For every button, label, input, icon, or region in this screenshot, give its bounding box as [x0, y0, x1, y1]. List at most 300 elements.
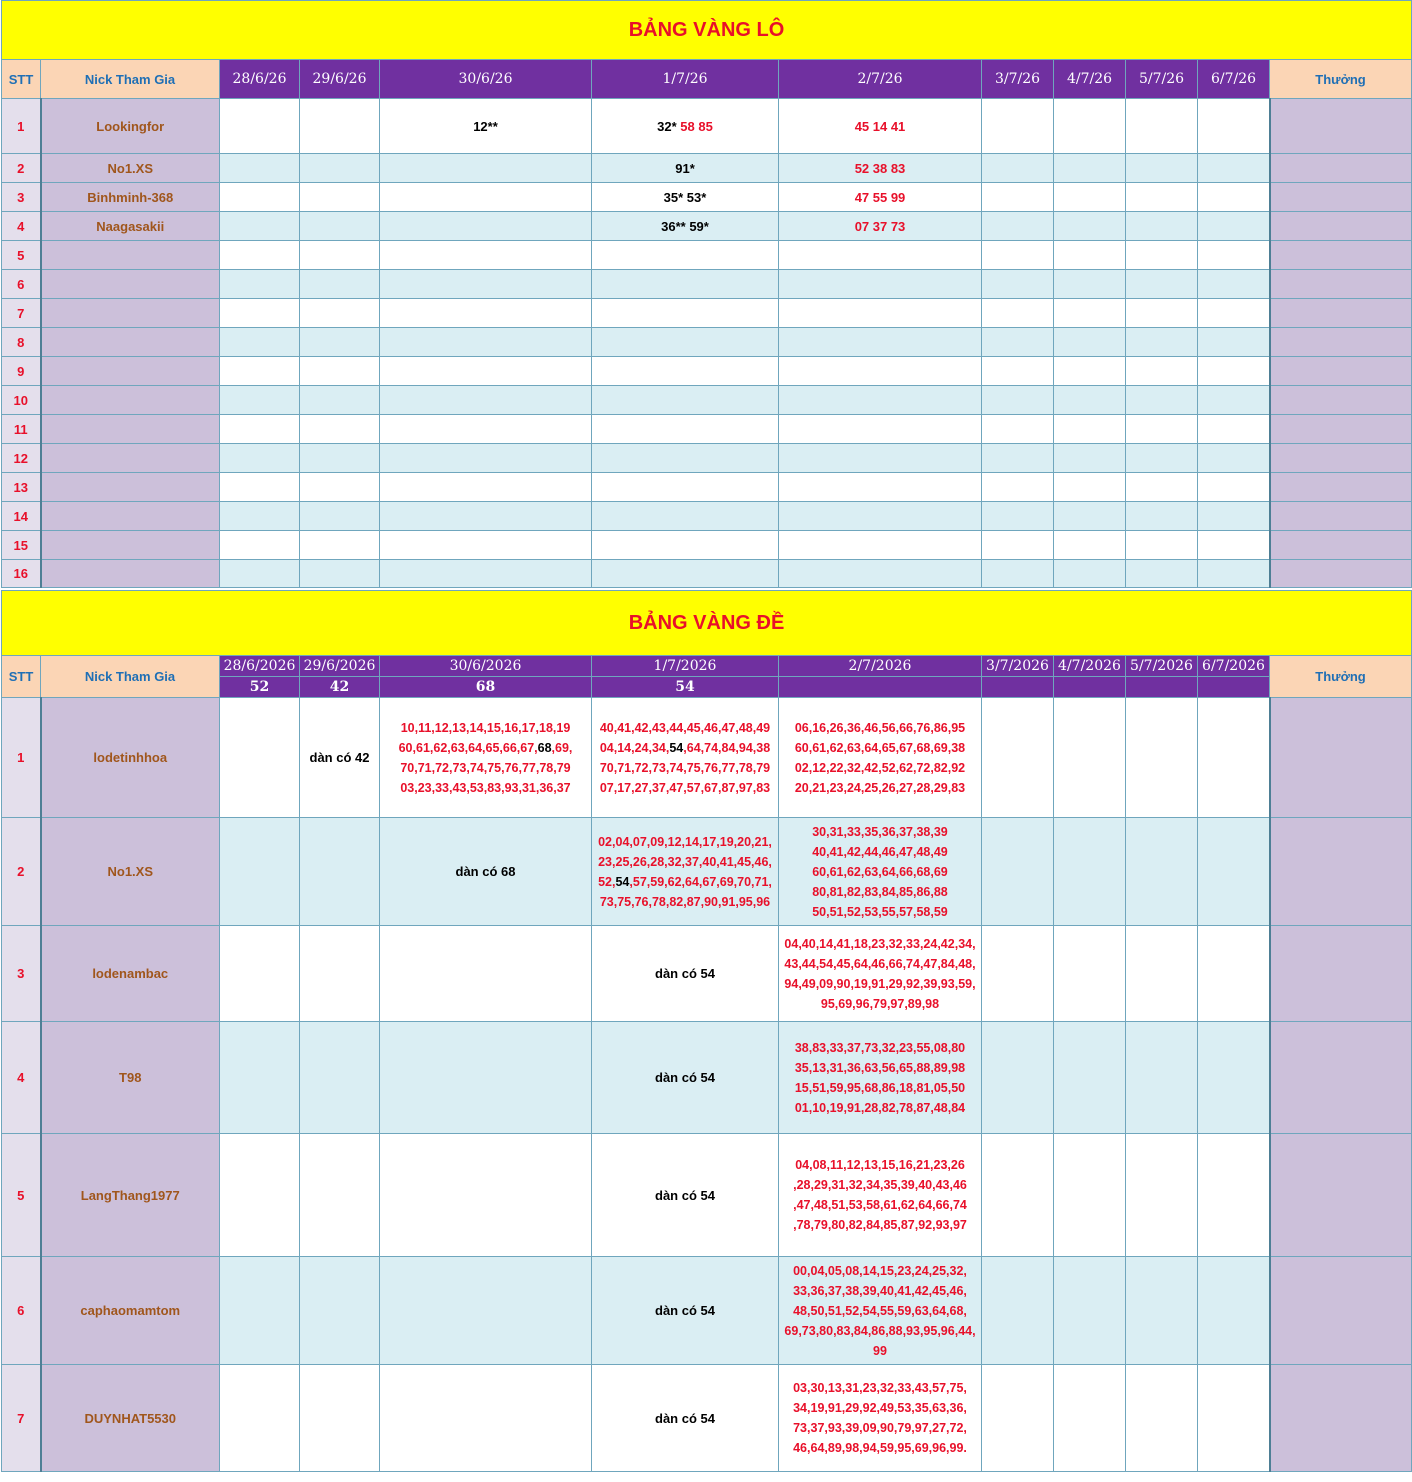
lo-row-stt: 6 — [2, 270, 41, 299]
de-cell — [380, 1257, 592, 1365]
de-row-prize — [1270, 926, 1412, 1022]
de-result — [1198, 677, 1270, 698]
lo-cell — [592, 212, 779, 241]
de-cell — [1054, 698, 1126, 818]
lo-row-stt: 1 — [2, 99, 41, 154]
lo-cell — [1198, 531, 1270, 560]
lo-cell — [380, 299, 592, 328]
lo-row-prize — [1270, 183, 1412, 212]
de-number-segment: ,57,59,62,64,67,69,70,71, — [629, 874, 772, 889]
de-cell — [1126, 1257, 1198, 1365]
de-cell — [592, 698, 779, 818]
de-cell — [1054, 1365, 1126, 1472]
de-hit-number: 54 — [669, 740, 684, 755]
de-row-nick: LangThang1977 — [41, 1134, 220, 1257]
lo-row-prize — [1270, 444, 1412, 473]
de-date-header: 29/6/2026 — [300, 656, 380, 677]
lo-cell — [982, 473, 1054, 502]
de-cell — [779, 1365, 982, 1472]
lo-pick-black: 36** 59* — [661, 218, 709, 234]
lo-row-stt: 4 — [2, 212, 41, 241]
lo-cell — [592, 473, 779, 502]
lo-cell — [592, 386, 779, 415]
de-cell — [1198, 1257, 1270, 1365]
lo-row-prize — [1270, 386, 1412, 415]
de-cell — [982, 1365, 1054, 1472]
de-number-line: 73,75,76,78,82,87,90,91,95,96 — [599, 894, 771, 909]
lo-row-stt: 7 — [2, 299, 41, 328]
lo-cell — [380, 328, 592, 357]
lo-cell — [592, 415, 779, 444]
de-date-header: 5/7/2026 — [1126, 656, 1198, 677]
de-row-stt: 1 — [2, 698, 41, 818]
de-row-prize — [1270, 818, 1412, 926]
de-cell — [220, 926, 300, 1022]
lo-cell — [1126, 560, 1198, 588]
lo-row-stt: 2 — [2, 154, 41, 183]
lo-cell: 47 55 99 — [779, 183, 982, 212]
lo-row-stt: 11 — [2, 415, 41, 444]
lo-cell — [1126, 444, 1198, 473]
lo-cell — [1126, 212, 1198, 241]
lo-cell — [220, 386, 300, 415]
lo-cell — [220, 502, 300, 531]
lo-date-header: 1/7/26 — [592, 60, 779, 99]
de-cell — [380, 1134, 592, 1257]
lo-cell: 07 37 73 — [779, 212, 982, 241]
lo-cell — [380, 154, 592, 183]
lo-cell — [1054, 560, 1126, 588]
de-cell — [300, 818, 380, 926]
de-result: 52 — [220, 677, 300, 698]
lo-row-prize — [1270, 415, 1412, 444]
de-result — [1054, 677, 1126, 698]
lo-table — [1, 0, 1412, 588]
lo-cell — [380, 183, 592, 212]
de-cell — [779, 1257, 982, 1365]
lo-cell — [592, 444, 779, 473]
lo-cell — [1054, 444, 1126, 473]
de-cell — [300, 926, 380, 1022]
de-cell — [982, 818, 1054, 926]
de-hit-number: 54 — [615, 874, 630, 889]
lo-cell — [1054, 212, 1126, 241]
de-date-header: 3/7/2026 — [982, 656, 1054, 677]
de-number-line — [380, 738, 591, 758]
lo-cell — [592, 560, 779, 588]
lo-row-stt: 8 — [2, 328, 41, 357]
lo-cell — [1198, 328, 1270, 357]
lo-cell — [1198, 99, 1270, 154]
de-row-nick: T98 — [41, 1022, 220, 1134]
lo-row-stt: 9 — [2, 357, 41, 386]
lo-cell — [1126, 415, 1198, 444]
de-cell — [1198, 1134, 1270, 1257]
lo-cell — [1198, 299, 1270, 328]
lo-cell — [592, 502, 779, 531]
lo-row-nick — [41, 357, 220, 386]
lo-cell — [380, 212, 592, 241]
de-number-line: 35,13,31,36,63,56,65,88,89,98 — [794, 1060, 966, 1075]
lo-cell — [779, 531, 982, 560]
de-cell — [779, 926, 982, 1022]
lo-cell — [1198, 415, 1270, 444]
de-cell — [380, 926, 592, 1022]
lo-row-nick — [41, 502, 220, 531]
de-row-stt: 2 — [2, 818, 41, 926]
de-cell — [1126, 818, 1198, 926]
lo-cell — [779, 415, 982, 444]
lo-cell — [592, 531, 779, 560]
lo-cell — [1198, 241, 1270, 270]
de-result — [779, 677, 982, 698]
lo-cell — [380, 560, 592, 588]
lo-row-prize — [1270, 357, 1412, 386]
lo-cell — [300, 241, 380, 270]
de-number-line: 23,25,26,28,32,37,40,41,45,46, — [598, 854, 772, 869]
lo-cell — [982, 415, 1054, 444]
de-row-stt: 5 — [2, 1134, 41, 1257]
lo-cell — [982, 154, 1054, 183]
lo-cell — [1198, 560, 1270, 588]
lo-cell — [300, 154, 380, 183]
lo-cell — [220, 183, 300, 212]
lo-cell — [779, 357, 982, 386]
lo-cell — [220, 473, 300, 502]
lo-row-prize — [1270, 299, 1412, 328]
de-date-header: 30/6/2026 — [380, 656, 592, 677]
de-number-line: 34,19,91,29,92,49,53,35,63,36, — [793, 1401, 967, 1415]
lo-cell — [220, 357, 300, 386]
lo-cell — [1126, 299, 1198, 328]
de-cell — [1198, 1365, 1270, 1472]
lo-cell — [779, 560, 982, 588]
lo-date-header: 29/6/26 — [300, 60, 380, 99]
lo-row-nick — [41, 299, 220, 328]
lo-row-stt: 14 — [2, 502, 41, 531]
de-cell — [982, 698, 1054, 818]
lo-row-stt: 3 — [2, 183, 41, 212]
de-row-nick: caphaomamtom — [41, 1257, 220, 1365]
de-cell — [1054, 1257, 1126, 1365]
lo-cell — [1198, 386, 1270, 415]
de-row-stt: 4 — [2, 1022, 41, 1134]
lo-cell — [779, 270, 982, 299]
lo-row-nick — [41, 473, 220, 502]
de-number-line: 73,37,93,39,09,90,79,97,27,72, — [793, 1421, 967, 1435]
lo-cell — [779, 299, 982, 328]
lo-cell — [1198, 183, 1270, 212]
lo-cell — [982, 386, 1054, 415]
de-cell — [982, 1022, 1054, 1134]
lo-cell — [300, 473, 380, 502]
lo-pick-black: 32* — [657, 118, 677, 134]
lo-cell — [380, 531, 592, 560]
lo-cell — [220, 415, 300, 444]
de-number-line: 15,51,59,95,68,86,18,81,05,50 — [794, 1080, 966, 1095]
de-row-stt: 3 — [2, 926, 41, 1022]
lo-date-header: 30/6/26 — [380, 60, 592, 99]
lo-cell — [1054, 241, 1126, 270]
lo-cell — [779, 502, 982, 531]
de-row-prize — [1270, 698, 1412, 818]
lo-cell — [982, 328, 1054, 357]
de-number-line: 99 — [873, 1343, 887, 1358]
lo-cell — [1198, 154, 1270, 183]
lo-cell — [300, 299, 380, 328]
lo-cell — [220, 444, 300, 473]
de-number-segment: ,64,74,84,94,38 — [683, 740, 771, 755]
de-number-line: 60,61,62,63,64,65,67,68,69,38 — [794, 740, 966, 755]
lo-row-nick — [41, 386, 220, 415]
de-prize-header: Thưởng — [1270, 656, 1412, 698]
lo-row-stt: 15 — [2, 531, 41, 560]
de-row-stt: 6 — [2, 1257, 41, 1365]
de-row-stt: 7 — [2, 1365, 41, 1472]
de-cell — [1126, 1134, 1198, 1257]
lo-cell — [982, 270, 1054, 299]
de-cell — [1198, 818, 1270, 926]
lo-cell — [1054, 386, 1126, 415]
lo-cell — [592, 299, 779, 328]
lo-cell — [1126, 473, 1198, 502]
de-cell — [1054, 1134, 1126, 1257]
de-number-line: 06,16,26,36,46,56,66,76,86,95 — [794, 720, 966, 735]
de-cell — [380, 698, 592, 818]
lo-row-nick — [41, 270, 220, 299]
lo-cell: 45 14 41 — [779, 99, 982, 154]
de-date-header: 28/6/2026 — [220, 656, 300, 677]
lo-row-prize — [1270, 270, 1412, 299]
lo-row-stt: 16 — [2, 560, 41, 588]
lo-cell — [380, 502, 592, 531]
de-cell: dàn có 54 — [592, 926, 779, 1022]
lo-cell — [1198, 502, 1270, 531]
lo-cell — [380, 241, 592, 270]
lo-row-prize — [1270, 502, 1412, 531]
lo-row-prize — [1270, 560, 1412, 588]
lo-cell — [380, 473, 592, 502]
de-number-segment: 52, — [598, 874, 616, 889]
de-number-line: 46,64,89,98,94,59,95,69,96,99. — [793, 1441, 967, 1455]
lo-cell — [1198, 473, 1270, 502]
lo-cell — [220, 328, 300, 357]
lo-cell — [779, 241, 982, 270]
lo-cell — [220, 212, 300, 241]
lo-row-nick — [41, 241, 220, 270]
lo-cell — [1054, 183, 1126, 212]
de-number-line: 80,81,82,83,84,85,86,88 — [812, 884, 948, 899]
lo-cell — [779, 386, 982, 415]
de-stt-header: STT — [2, 656, 41, 698]
lo-pick-black: 35* 53* — [663, 189, 707, 205]
de-cell — [592, 818, 779, 926]
lo-cell — [982, 531, 1054, 560]
lo-cell — [1054, 473, 1126, 502]
lo-title: BẢNG VÀNG LÔ — [2, 1, 1412, 60]
lo-row-nick — [41, 560, 220, 588]
de-row-prize — [1270, 1257, 1412, 1365]
de-number-line: 38,83,33,37,73,32,23,55,08,80 — [794, 1040, 966, 1055]
lo-row-prize — [1270, 241, 1412, 270]
de-cell — [220, 1134, 300, 1257]
de-cell — [779, 698, 982, 818]
lo-row-nick — [41, 444, 220, 473]
de-cell — [220, 1022, 300, 1134]
lo-cell — [592, 328, 779, 357]
lo-cell — [779, 473, 982, 502]
de-number-line: 48,50,51,52,54,55,59,63,64,68, — [793, 1303, 967, 1318]
de-date-header: 1/7/2026 — [592, 656, 779, 677]
lo-cell — [300, 415, 380, 444]
lo-row-nick — [41, 415, 220, 444]
lo-cell — [982, 560, 1054, 588]
de-cell: dàn có 68 — [380, 818, 592, 926]
de-number-line: 70,71,72,73,74,75,76,77,78,79 — [599, 760, 771, 775]
de-result: 42 — [300, 677, 380, 698]
lo-cell — [380, 444, 592, 473]
de-cell — [982, 1134, 1054, 1257]
de-cell — [300, 1022, 380, 1134]
lo-cell — [1054, 502, 1126, 531]
de-cell — [1126, 698, 1198, 818]
de-number-line: ,47,48,51,53,58,61,62,64,66,74 — [793, 1198, 967, 1212]
de-cell — [300, 1257, 380, 1365]
de-row-prize — [1270, 1134, 1412, 1257]
de-cell — [300, 1365, 380, 1472]
lo-cell — [300, 357, 380, 386]
lo-cell — [1054, 357, 1126, 386]
lo-cell — [592, 99, 779, 154]
de-row-nick: DUYNHAT5530 — [41, 1365, 220, 1472]
de-number-line: 95,69,96,79,97,89,98 — [820, 996, 940, 1011]
lo-cell — [220, 270, 300, 299]
de-cell — [220, 1365, 300, 1472]
lo-row-nick — [41, 531, 220, 560]
de-number-line: 07,17,27,37,47,57,67,87,97,83 — [599, 780, 771, 795]
de-number-line: 70,71,72,73,74,75,76,77,78,79 — [400, 760, 571, 775]
lo-cell — [982, 357, 1054, 386]
de-cell — [300, 1134, 380, 1257]
de-number-line: 50,51,52,53,55,57,58,59 — [812, 904, 948, 919]
de-number-line: 30,31,33,35,36,37,38,39 — [812, 824, 948, 839]
lo-cell — [779, 328, 982, 357]
lo-cell — [300, 328, 380, 357]
lo-row-stt: 12 — [2, 444, 41, 473]
de-number-line — [592, 872, 778, 892]
de-cell: dàn có 54 — [592, 1022, 779, 1134]
lo-cell — [1054, 531, 1126, 560]
lo-row-nick — [41, 328, 220, 357]
lo-cell — [380, 415, 592, 444]
de-number-segment: 04,14,24,34, — [599, 740, 670, 755]
de-number-line: 10,11,12,13,14,15,16,17,18,19 — [400, 720, 571, 735]
lo-row-nick: No1.XS — [41, 154, 220, 183]
lo-row-nick: Lookingfor — [41, 99, 220, 154]
lo-cell — [300, 502, 380, 531]
de-table — [1, 590, 1412, 1472]
lo-cell — [592, 154, 779, 183]
lo-cell — [1198, 270, 1270, 299]
lo-cell — [380, 357, 592, 386]
lo-cell — [1054, 154, 1126, 183]
lo-cell — [1126, 270, 1198, 299]
de-result: 54 — [592, 677, 779, 698]
lo-cell — [982, 241, 1054, 270]
lo-cell — [220, 531, 300, 560]
lo-row-prize — [1270, 99, 1412, 154]
lo-nick-header: Nick Tham Gia — [41, 60, 220, 99]
de-cell — [1054, 1022, 1126, 1134]
de-cell: dàn có 54 — [592, 1134, 779, 1257]
de-cell — [779, 818, 982, 926]
lo-cell — [220, 299, 300, 328]
lo-cell — [592, 357, 779, 386]
lo-cell — [1126, 99, 1198, 154]
de-cell — [1054, 926, 1126, 1022]
lo-cell — [1054, 270, 1126, 299]
de-cell — [1054, 818, 1126, 926]
de-cell — [220, 818, 300, 926]
lo-row-stt: 10 — [2, 386, 41, 415]
lo-cell — [300, 531, 380, 560]
de-cell — [220, 1257, 300, 1365]
lo-cell — [300, 99, 380, 154]
lo-row-stt: 13 — [2, 473, 41, 502]
de-result: 68 — [380, 677, 592, 698]
lo-cell — [1126, 328, 1198, 357]
de-number-line: 02,04,07,09,12,14,17,19,20,21, — [598, 834, 772, 849]
de-row-prize — [1270, 1022, 1412, 1134]
de-cell — [1198, 926, 1270, 1022]
lo-cell — [220, 560, 300, 588]
lo-cell — [1126, 386, 1198, 415]
lo-cell — [1054, 328, 1126, 357]
de-nick-header: Nick Tham Gia — [41, 656, 220, 698]
de-date-header: 2/7/2026 — [779, 656, 982, 677]
lo-cell — [220, 154, 300, 183]
de-number-line: 43,44,54,45,64,46,66,74,47,84,48, — [784, 956, 976, 971]
de-number-segment: 60,61,62,63,64,65,66,67, — [398, 740, 538, 755]
de-number-line: 03,23,33,43,53,83,93,31,36,37 — [400, 780, 571, 795]
de-cell: dàn có 42 — [300, 698, 380, 818]
de-number-line: 00,04,05,08,14,15,23,24,25,32, — [793, 1263, 967, 1278]
de-row-nick: lodenambac — [41, 926, 220, 1022]
lo-pick-red: 58 85 — [680, 118, 713, 134]
lo-cell: 52 38 83 — [779, 154, 982, 183]
lo-cell — [982, 444, 1054, 473]
lo-date-header: 5/7/26 — [1126, 60, 1198, 99]
lo-cell — [982, 299, 1054, 328]
de-number-line: 94,49,09,90,19,91,29,92,39,93,59, — [784, 976, 976, 991]
lo-row-stt: 5 — [2, 241, 41, 270]
de-cell — [1126, 926, 1198, 1022]
de-number-line: 03,30,13,31,23,32,33,43,57,75, — [793, 1381, 967, 1395]
de-result — [982, 677, 1054, 698]
lo-cell — [982, 183, 1054, 212]
de-date-header: 6/7/2026 — [1198, 656, 1270, 677]
de-number-line: ,28,29,31,32,34,35,39,40,43,46 — [793, 1178, 967, 1192]
lo-cell — [300, 444, 380, 473]
de-cell — [1126, 1365, 1198, 1472]
lo-row-prize — [1270, 473, 1412, 502]
de-cell — [380, 1022, 592, 1134]
de-number-line: 69,73,80,83,84,86,88,93,95,96,44, — [784, 1323, 976, 1338]
lo-cell — [779, 444, 982, 473]
lo-cell — [1126, 183, 1198, 212]
de-number-line: 40,41,42,43,44,45,46,47,48,49 — [599, 720, 771, 735]
de-number-line: 40,41,42,44,46,47,48,49 — [812, 844, 948, 859]
